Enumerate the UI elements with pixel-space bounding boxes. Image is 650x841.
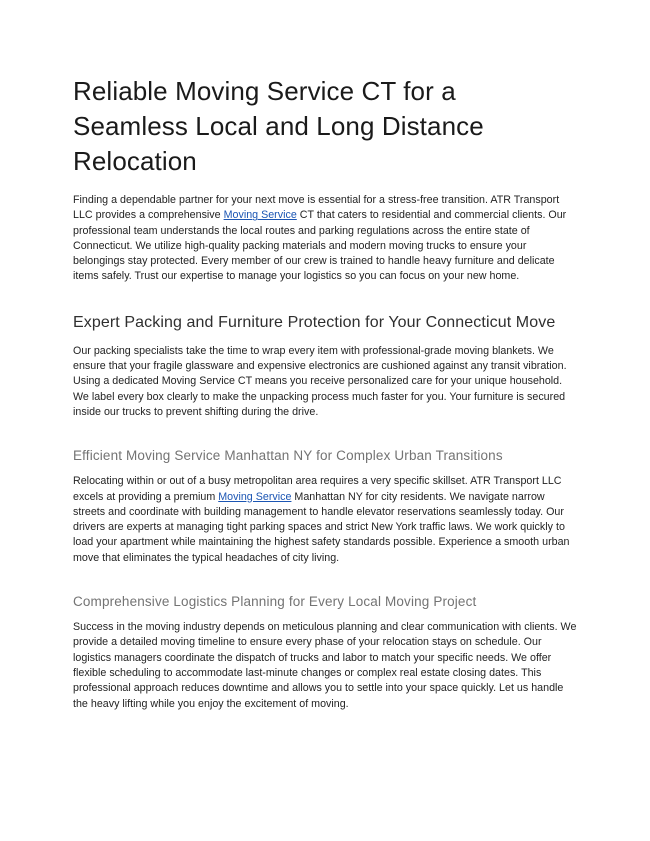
intro-text-after-link: CT that caters to residential and commercial clients. Our professional team understands the local routes and parking regulations across the entire state of Connecticut. We utilize high-quality packing materials and modern moving trucks to ensure your belongings stay protected. Every member of our crew is trained to handle heavy furniture and delicate items safely. Trust our expertise to manage your logistics so you can focus on your new home. [73,209,567,283]
logistics-paragraph: Success in the moving industry depends on meticulous planning and clear communication with clients. We provide a detailed moving timeline to ensure every phase of your relocation stays on schedule. Our logistics managers coordinate the dispatch of trucks and labor to match your specific needs. We offer flexible scheduling to accommodate last-minute changes or complex real estate closing dates. This professional approach reduces downtime and allows you to settle into your space quickly. Let us handle the heavy lifting while you enjoy the excitement of moving. [73,621,577,710]
moving-service-ct-link[interactable]: Moving Service [223,209,297,222]
manhattan-paragraph [73,474,578,566]
sub-heading-logistics: Comprehensive Logistics Planning for Every Local Moving Project [73,594,477,610]
section-heading-packing: Expert Packing and Furniture Protection for Your Connecticut Move [73,313,556,331]
page-title [73,74,578,179]
manhattan-text-after-link: Manhattan NY for city residents. We navigate narrow streets and coordinate with building management to handle elevator reservations seamlessly today. Our drivers are experts at managing tight parking spaces and strict New York traffic laws. We work quickly to load your apartment while maintaining the highest safety standards possible. Experience a smooth urban move that eliminates the typical headaches of city living. [73,490,570,564]
packing-paragraph: Our packing specialists take the time to wrap every item with professional-grade moving blankets. We ensure that your fragile glassware and expensive electronics are cushioned against any transit vibration. Using a dedicated Moving Service CT means you receive personalized care for your unique household. We label every box clearly to make the unpacking process much faster for you. Your furniture is secured inside our trucks to prevent shifting during the drive. [73,344,567,418]
moving-service-manhattan-link[interactable]: Moving Service [218,490,292,503]
intro-text-before-link: Finding a dependable partner for your next move is essential for a stress-free transition. ATR Transport LLC provides a comprehensive [73,194,560,222]
document-content [73,74,578,714]
sub-heading-manhattan: Efficient Moving Service Manhattan NY for Complex Urban Transitions [73,448,503,464]
manhattan-text-before-link: Relocating within or out of a busy metropolitan area requires a very specific skillset. ATR Transport LLC excels at providing a premium [73,475,562,503]
page-title-text: Reliable Moving Service CT for a Seamless Local and Long Distance Relocation [73,76,484,176]
intro-paragraph [73,193,578,285]
